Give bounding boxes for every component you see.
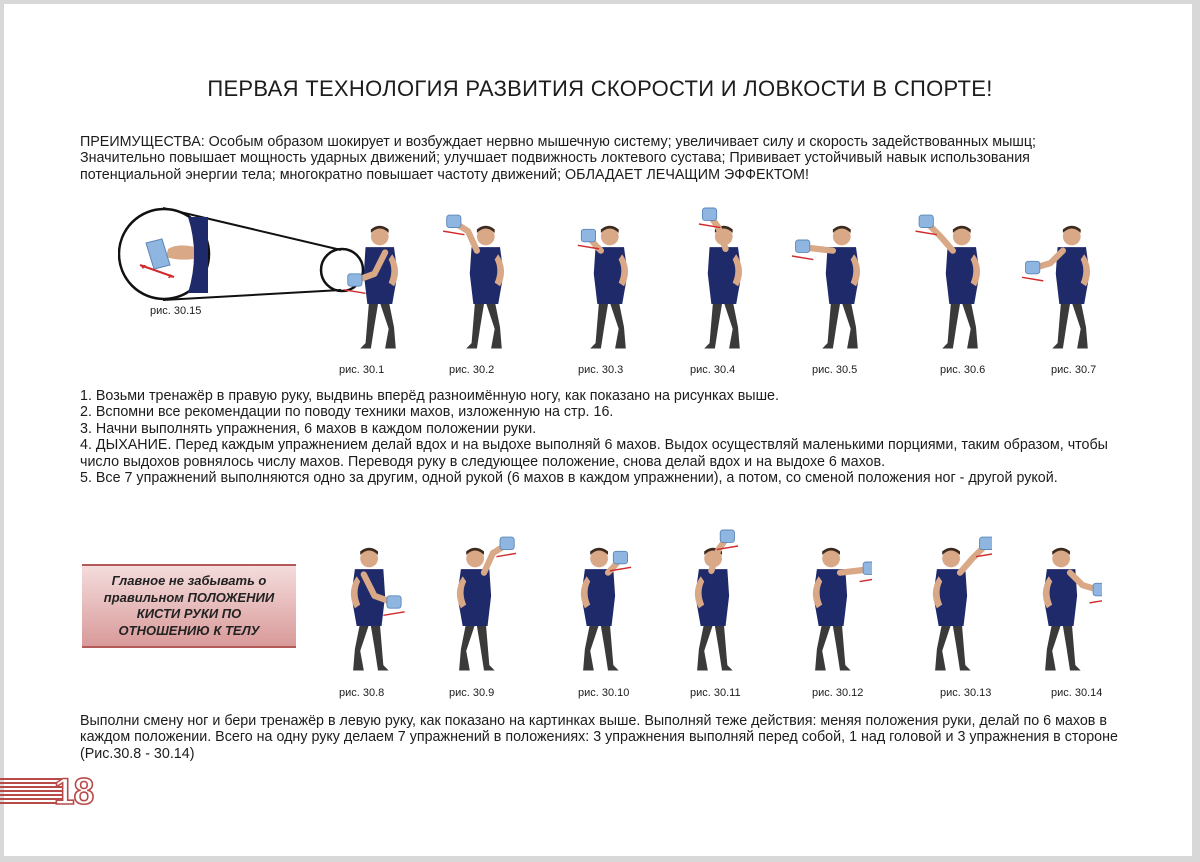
athlete-figure <box>330 205 410 355</box>
closing-paragraph <box>80 713 1120 762</box>
athlete-figure <box>912 205 992 355</box>
athlete-figure <box>674 527 754 677</box>
athlete-figure <box>436 205 516 355</box>
figure-caption: рис. 30.10 <box>578 687 630 699</box>
figure-caption: рис. 30.13 <box>940 687 992 699</box>
step-item: 4. ДЫХАНИЕ. Перед каждым упражнением делай вдох и на выдохе выполняй 6 махов. Выдох осуществляй маленькими порциями, таким образом, чтобы число выдохов ровнялось числу махов. Переводя руку в следующее положение, снова делай вдох и на выдохе 6 махов. <box>80 437 1108 470</box>
step-item: 5. Все 7 упражнений выполняются одно за другим, одной рукой (6 махов в каждом упражнении), а потом, со сменой положения ног - другой рукой. <box>80 470 1058 487</box>
figure-caption: рис. 30.12 <box>812 687 864 699</box>
instruction-steps <box>80 388 1120 486</box>
page-title: ПЕРВАЯ ТЕХНОЛОГИЯ РАЗВИТИЯ СКОРОСТИ И ЛОВКОСТИ В СПОРТЕ! <box>207 76 993 101</box>
notice-text: Главное не забывать о правильном ПОЛОЖЕНИИ КИСТИ РУКИ ПО ОТНОШЕНИЮ К ТЕЛУ <box>103 573 275 638</box>
advantages-text: ПРЕИМУЩЕСТВА: Особым образом шокирует и возбуждает нервно мышечную систему; увеличивает силу и скорость задействованных мышц; Значительно повышает мощность ударных движений; улучшает подвижность локтевого сустава; Прививает устойчивый навык использования потенциальной энергии тела; многократно повышает частоту движений; ОБЛАДАЕТ ЛЕЧАЩИМ ЭФФЕКТОМ! <box>80 134 1037 183</box>
closing-text: Выполни смену ног и бери тренажёр в левую руку, как показано на картинках выше. Выполняй теже действия: меняя положения руки, делай по 6 махов в каждом положении. Всего на одну руку делаем 7 упражнений в положениях: 3 упражнения выполняй перед собой, 1 над головой и 3 упражнения в стороне (Рис.30.8 - 30.14) <box>80 713 1118 762</box>
figure-caption: рис. 30.9 <box>449 687 495 699</box>
step-item: 3. Начни выполнять упражнения, 6 махов в каждом положении руки. <box>80 420 537 437</box>
step-item: 2. Вспомни все рекомендации по поводу техники махов, изложенную на стр. 16. <box>80 404 614 421</box>
zoom-caption: рис. 30.15 <box>150 305 202 317</box>
figure-caption: рис. 30.8 <box>339 687 385 699</box>
advantages-paragraph <box>80 134 1120 183</box>
athlete-figure <box>1022 527 1102 677</box>
step-item: 1. Возьми тренажёр в правую руку, выдвинь вперёд разноимённую ногу, как показано на рисунках выше. <box>80 388 779 404</box>
page-number: 18 <box>54 771 94 812</box>
notice-box <box>82 564 296 648</box>
figure-caption: рис. 30.7 <box>1051 364 1097 376</box>
athlete-figure <box>792 205 872 355</box>
athlete-figure <box>436 527 516 677</box>
figure-caption: рис. 30.11 <box>690 687 741 699</box>
athlete-figure <box>674 205 754 355</box>
figure-caption: рис. 30.14 <box>1051 687 1103 699</box>
figure-caption: рис. 30.6 <box>940 364 986 376</box>
athlete-figure <box>330 527 410 677</box>
figure-caption: рис. 30.2 <box>449 364 495 376</box>
figure-caption: рис. 30.1 <box>339 364 385 376</box>
athlete-figure <box>912 527 992 677</box>
athlete-figure <box>792 527 872 677</box>
athlete-figure <box>560 527 640 677</box>
athlete-figure <box>1022 205 1102 355</box>
figure-caption: рис. 30.5 <box>812 364 858 376</box>
figure-caption: рис. 30.4 <box>690 364 736 376</box>
figure-caption: рис. 30.3 <box>578 364 624 376</box>
athlete-figure <box>560 205 640 355</box>
